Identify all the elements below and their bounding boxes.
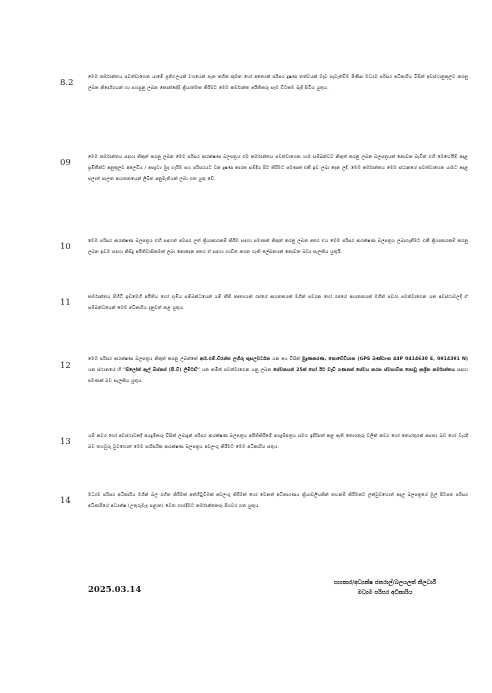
- clause-number: 8.2: [60, 78, 74, 88]
- clause-14: [88, 490, 468, 512]
- clause-8-2: [88, 72, 468, 94]
- clause-11: [88, 292, 468, 314]
- clause-number: 13: [60, 437, 71, 447]
- clause-10: [88, 236, 468, 258]
- clause-text: මෙම කර්මාන්තය පවත්වාගෙන යාමේ ප්‍රතිඵලයක් වශයෙන් පැන නගින කුමන හෝ අත්‍යෙක් පරිසර දූෂණ තත්වයක් මැඩ පැවැත්වීම පිණිස මධ්‍යම පරිසර අධිකාරිය විසින් අවස්ථානුකූලව කරනු ලබන නිර්දේශයන් හා පහසුනු ලබන කොන්දේසි ක්‍රියාත්මක කිරීමට මෙම කර්මාන්ත අයිතිකරු සෑම විටකම බැදී සිටිය යුතුය.: [88, 75, 468, 92]
- clause-09: [88, 152, 468, 186]
- clause-text: මෙම පරිසර ආරක්ෂණ බලපත්‍රය නිකුත් කරනු ලබන්නේ ආර්.එම්.චිරන්ත ලහිරු කුසලවර්ධන යන අය විසින් මුද්‍රණකරණ, නොවේවියාන (GPS ඛණ්ඩාංක 44P 0414630 E, 0914391 N) යන ස්ථානයේ හි "සිලෝන් ඇල් බිස්නස් (පී.වී) ලිමිටඩ්" යන නමින් පවත්වාගෙන යනු ලබන සේවකයන් 25ක් හෝ ඊට වැඩි ගණනක් සේවය කරන ස්වභාවික නොවූ ආශ්‍රිත කර්මාන්තය සඳහා පමණක් බව සැලකිය යුතුය.: [88, 357, 469, 385]
- clause-number: 11: [60, 298, 71, 308]
- signatory-title: සහකාර/අධ්‍යක්ෂ ජනරාල්/බලයලත් නිලධාරී: [334, 580, 436, 586]
- clause-12: [88, 354, 468, 388]
- issue-date: 2025.03.14: [88, 585, 142, 595]
- clause-13: [88, 431, 468, 453]
- clause-text: මධ්‍යම පරිසර අධිකාරිය මගින් බල රහිත කිරීමක් අත්හිටුවීමක් අවලංගු කිරීමක් හෝ වෙනත් අධිකාරණය ක්‍රියාවලියකින් තහනම් කිරීමකට ලක්වුවහොත් අදාල බලපත්‍රයේ මුල් පිටපත පරිසර අධිකාරියේ අධ්‍යක්ෂ (උතුරුමැද පළාත) වෙත භාරදීමට කර්මාන්තකරු පියවර ගත යුතුය.: [88, 493, 468, 510]
- clause-number: 09: [60, 158, 71, 168]
- clause-number: 14: [60, 496, 71, 506]
- signatory-organization: මධ්‍යම පරිසර අධිකාරිය: [357, 590, 413, 596]
- clause-text: මෙම පරිසර ආරක්ෂණ බලපත්‍රය එහි සඳහන් අවසර ලත් ක්‍රියාකාරකම් කිරීම සඳහා පමණක් නිකුත් කරනු ලබන අතර එය මෙම පරිසර ආරක්ෂණ බලපත්‍රය ලබාගැනීමට එකී ක්‍රියාකාරකම් කරනු ලබන ඉඩම සඳහා කිසිදු අයිතිවාසිකමක් ලබා නොදෙන අතර ඒ සඳහා භාවිත කරන හැකි ලේඛනයක් නොවන බවද සැලකිය යුතුයි.: [88, 239, 468, 256]
- clause-text: යම් කවර හෝ අවස්ථාවකදී අයදුම්කරු විසින් ලබාදුන් පරිසර ආරක්ෂණ බලපත්‍රය අයිතිකිරීමේ අයදුම්පත්‍රය සමග ඉදිරිපත් කළ ඇති තොරතුරු වලින් කවර හෝ තොරතුරක් අසත්‍ය බව හෝ වැරදි බව තහවුරු වුවහොත් මෙම පාරිසරික ආරක්ෂණ බලපත්‍රය අවලංගු කිරීමට මෙම අධිකාරිය සතුය.: [88, 434, 468, 451]
- signature-block: [300, 578, 470, 598]
- clause-number: 10: [60, 242, 71, 252]
- clause-text: මෙම කර්මාන්තය සඳහා නිකුත් කරනු ලබන මෙම පරිසර ආරක්ෂණ බලපත්‍රය එම කර්මාන්තය පවත්වාගෙන යාම සම්බන්ධව නිකුත් කරනු ලබන බලපත්‍රයක් නොවන බැවින් එහි මෙහෙයීම් අදාළ ප්‍රමිතීන්ට අනුකූලව අලෙවිය / අපද්‍රව්‍ය මුදා හැරීම සහ පරිසරයට වන දූෂණ කාරක සම්දිය පිට කිරීමට පමණක් එකී ඉඩ ලබා දෙන ලදී. මෙම කර්මාන්තය මෙම ස්ථානයේ පවත්වාගෙන යාමට අදාළ පලාත් පාලන ආයතනයෙන් ලිඛිත අනුමැතියක් ලබා ගත යුතු වේ.: [88, 155, 468, 183]
- clause-text: කර්මාන්තය පිහිටි ඉඩමෙහි අයිතිය හෝ භූමිය සම්බන්ධයෙන් යම් නීති කෘත්‍යයක් රජයේ ආයතනයක් මගින් පවරන හෝ රජයේ ආයතනයක් මගින් පවරා පවත්වාගෙන යන අවස්ථාවලදී ඒ සම්බන්ධයෙන් මෙම අධිකාරිය දැනුවත් කළ යුතුය.: [88, 295, 468, 312]
- clause-number: 12: [60, 361, 71, 371]
